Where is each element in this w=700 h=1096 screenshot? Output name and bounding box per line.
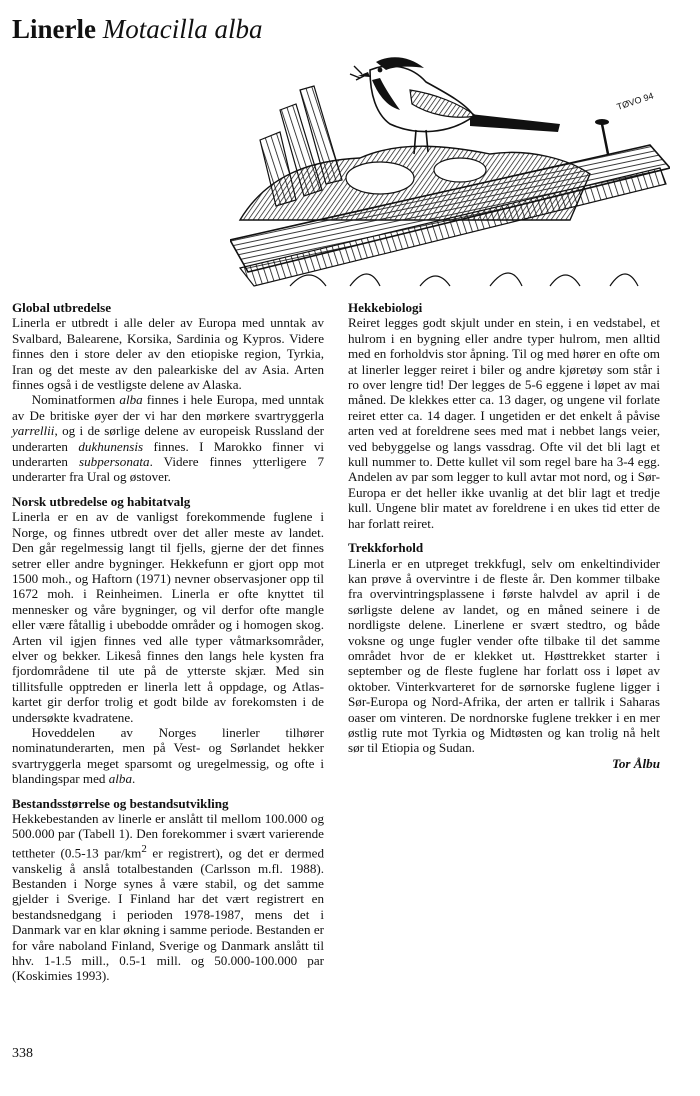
species-title: [12, 12, 262, 46]
section-migration: [348, 540, 660, 771]
section-breeding-biology: [348, 300, 660, 531]
paragraph: Linerla er en av de vanligst forekommende fuglene i Norge, og finnes utbredt over det aller meste av landet. Den går regelmessig langt til fjells, gjerne der det finnes setrer eller andre bygninger. Hekkefunn er gjort opp mot 1500 moh., og Haftorn (1971) nevner observasjoner opp til 1672 moh. i Reinheimen. Linerla er ofte knyttet til mennesker og våre bygninger, og vil derfor ofte mangle eller være fåtallig i ubebodde områder og i homogen skog. Arten vil igjen finnes ved alle typer våtmarksområder, elver og bekker. Likeså finnes den langs hele kysten fra fjordområdene til ute på de ytterste skjær. Med sin tillitsfulle opptreden er linerla lett å oppdage, og Atlas-kartet gir derfor trolig et godt bilde av forekomsten i de undersøkte kvadratene.: [12, 509, 324, 725]
section-heading: Norsk utbredelse og habitatvalg: [12, 493, 191, 509]
section-norwegian-distribution: [12, 494, 324, 787]
paragraph: Hekkebestanden av linerle er anslått til mellom 100.000 og 500.000 par (Tabell 1). Den forekommer i svært varierende tettheter (0.5-13 par/$km^2$ er registrert), og det er dermed vanskelig å anslå totalbestanden (Carlsson m.fl. 1988). Bestanden i Norge synes å være stabil, og det samme gjelder i Sverige. I Finland har det vært registrert en bestandsnedgang i perioden 1978-1987, mens det i Danmark var en klar økning i samme periode. Bestanden er for våre naboland Finland, Sverige og Danmark anslått til hhv. 1-1.5 mill., 0.5-1 mill. og 50.000-100.000 par (Koskimies 1993).: [12, 811, 324, 984]
wagtail-illustration: [230, 50, 670, 290]
section-heading: Hekkebiologi: [348, 300, 423, 315]
paragraph: Linerla er en utpreget trekkfugl, selv om enkeltindivider kan prøve å overvintre i de fleste år. Den kommer tilbake fra overvintringsplassene i første halvdel av april i de sørligste delene av landet, og en måned seinere i de nordligste delene. Linerlene er svært stedtro, og både voksne og unge fugler vender ofte tilbake til det samme området hvor de er klekket ut. Høsttrekket starter i september og de fleste fuglene har forlatt oss i løpet av oktober. Vinterkvarteret for de sørnorske fuglene ligger i Sør-Europa og Nord-Afrika, der arten er tallrik i Saharas oaser om vinteren. De nordnorske fuglene trekker i en mer østlig rute mot Tyrkia og Midtøsten og kan trolig nå helt sør til Etiopia og Sudan.: [348, 555, 660, 756]
paragraph: Nominatformen alba finnes i hele Europa, med unntak av De britiske øyer der vi har den mørkere svartryggerla yarrellii, og i de sørlige delene av europeisk Russland der underarten dukhunensis finnes. I Marokko finner vi underarten subpersonata. Videre finnes ytterligere 7 underarter fra Ural og østover.: [12, 392, 325, 485]
section-heading: Bestandsstørrelse og bestandsutvikling: [12, 795, 229, 811]
common-name: Linerle: [12, 14, 96, 44]
artist-signature: TØVO 94: [615, 90, 655, 112]
section-heading: Trekkforhold: [348, 540, 424, 556]
left-column: [12, 300, 324, 993]
section-population: [12, 796, 324, 984]
section-global-distribution: [12, 300, 324, 485]
paragraph: Reiret legges godt skjult under en stein, i en vedstabel, et hulrom i en bygning eller andre typer hulrom, men alltid med en forholdvis stor åpning. Til og med hører en ofte om at linerler legger reiret i biler og andre kjøretøy som står i ro over lengre tid! Der legges de 5-6 eggene i løpet av mai måned. De klekkes etter ca. 13 dager, og ungene vil forlate reiret etter ca. 14 dager. I ungetiden er det enkelt å påvise arten ved at foreldrene sees med mat i nebbet langs veier, ved bebyggelse og langs vassdrag. Ofte vil det bli lagt et kull nummer to. Dette kullet vil som regel bare ha 3-4 egg. Andelen av par som legger to kull avtar mot nord, og i Sør-Europa er det heller ikke uvanlig at det blir lagt et tredje kull. Ungene blir matet av foreldrene i en ukes tid etter de har forlatt reiret.: [348, 315, 660, 531]
page-number: 338: [12, 1046, 33, 1061]
scientific-name: Motacilla alba: [102, 14, 263, 44]
author-signature: Tor Ålbu: [612, 755, 660, 771]
section-heading: Global utbredelse: [12, 300, 112, 315]
paragraph: Linerla er utbredt i alle deler av Europa med unntak av Svalbard, Balearene, Korsika, Sardinia og Kypros. Videre finnes den i store deler av den etiopiske region, Tyrkia, Iran og det meste av den palearkiske del av Asia. Arten finnes også i de vestligste delene av Alaska.: [12, 315, 324, 393]
right-column: [348, 300, 660, 780]
paragraph: Hoveddelen av Norges linerler tilhører nominatunderarten, men på Vest- og Sørlandet hekker svartryggerla meget sparsomt og uregelmessig, og ofte i blandingspar med alba.: [12, 724, 324, 787]
